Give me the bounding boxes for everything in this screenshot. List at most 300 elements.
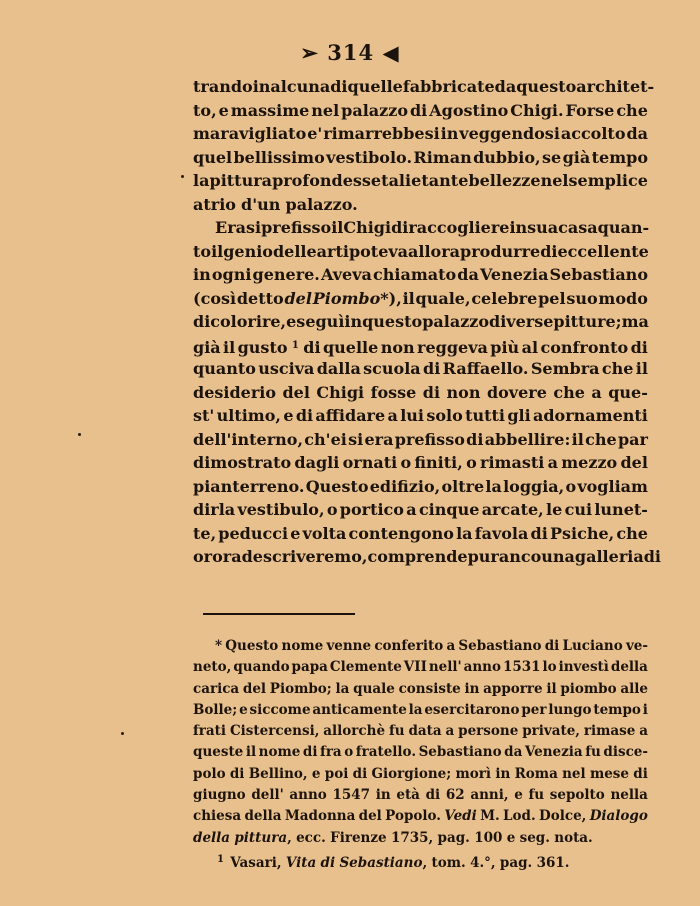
body-line: [193, 122, 648, 146]
word: di: [423, 359, 441, 378]
word: fosse: [370, 382, 417, 402]
body-line: [193, 381, 648, 405]
word: fu: [585, 744, 601, 761]
word: di: [530, 523, 548, 543]
word: produrre: [460, 241, 541, 261]
word: VII: [403, 659, 427, 676]
word: bellezze: [468, 171, 541, 190]
word: rimarrebbesi: [323, 124, 440, 143]
word: a: [387, 406, 398, 425]
word: chiamato: [373, 265, 457, 284]
word: (così: [193, 288, 237, 308]
word: adornamenti: [532, 406, 648, 425]
word: vestibulo,: [237, 500, 325, 519]
word: cui: [564, 500, 593, 519]
word: Sembra: [530, 359, 600, 378]
word: Psiche,: [549, 523, 615, 543]
word: non: [380, 337, 415, 357]
word: frati: [193, 723, 227, 740]
word: dalla: [316, 359, 361, 378]
word: quan-: [597, 218, 650, 237]
word: il: [402, 288, 415, 308]
word: quanto: [193, 359, 256, 378]
word: più: [490, 337, 520, 357]
word: Roma: [514, 765, 558, 782]
word: Venezia: [479, 265, 549, 284]
word: di: [643, 547, 661, 566]
word: Vita: [285, 854, 317, 871]
word: 1531: [502, 659, 541, 676]
body-line: [193, 169, 648, 193]
body-line: [193, 522, 648, 546]
word: Agostino: [429, 100, 509, 120]
footnote-line: [193, 849, 648, 870]
word: Lod.: [503, 808, 536, 825]
word: di: [330, 77, 348, 96]
word: atrio: [193, 194, 236, 214]
word: Questo: [225, 638, 279, 654]
word: comprende: [367, 547, 468, 566]
word: 1: [291, 339, 299, 351]
word: e': [307, 124, 323, 143]
word: in: [509, 218, 528, 237]
word: pag.: [499, 854, 533, 871]
word: d'un: [241, 194, 281, 214]
word: Popolo.: [385, 808, 441, 825]
word: di: [409, 100, 428, 120]
word: gli: [507, 406, 531, 425]
word: nel: [311, 100, 340, 120]
word: profondesse: [272, 171, 382, 190]
word: anco: [498, 547, 542, 566]
word: e: [514, 787, 523, 804]
body-line: [193, 357, 648, 381]
footnote-line: [193, 700, 648, 721]
word: colorire,: [210, 312, 287, 331]
word: pel: [538, 288, 566, 308]
word: ch'ei: [304, 429, 347, 449]
word: neto,: [193, 659, 232, 676]
word: che: [585, 429, 617, 449]
word: la: [193, 171, 210, 190]
word: del: [282, 382, 310, 402]
word: della: [244, 808, 282, 825]
word: tutti: [465, 406, 505, 425]
word: Dialogo: [589, 808, 648, 825]
word: descriveremo,: [241, 547, 368, 566]
body-line: [193, 334, 648, 358]
word: a: [591, 382, 602, 402]
word: tali: [381, 171, 412, 190]
word: la: [408, 701, 423, 718]
word: abbellire:: [484, 429, 571, 449]
word: confronto: [540, 337, 629, 357]
word: lunet-: [594, 500, 648, 519]
word: ultimo,: [216, 406, 281, 425]
word: in: [344, 312, 363, 331]
word: Firenze: [330, 829, 387, 846]
word: cinque: [418, 500, 480, 519]
word: anni,: [470, 787, 509, 804]
word: palazzo: [422, 312, 490, 331]
word: suo: [566, 288, 598, 308]
word: di: [422, 382, 441, 402]
footnotes: [193, 636, 648, 870]
body-line: [193, 99, 648, 123]
word: queste: [193, 744, 244, 761]
word: di: [630, 337, 648, 357]
body-line: [193, 193, 648, 217]
word: pianterreno.: [193, 476, 305, 496]
body-line: [193, 287, 648, 311]
body-line: [193, 75, 655, 99]
word: alle: [620, 680, 648, 697]
word: 1735,: [390, 829, 434, 846]
word: allorchè: [323, 723, 386, 740]
word: allora: [408, 241, 461, 261]
word: fu: [528, 787, 545, 804]
word: que-: [608, 382, 648, 402]
word: bellissimo: [233, 147, 325, 167]
word: o: [344, 744, 354, 761]
word: celebre: [471, 288, 538, 308]
page-number: [0, 40, 700, 65]
word: architet-: [576, 77, 655, 96]
main-text: [193, 75, 661, 569]
margin-speck: [181, 175, 184, 178]
word: Questo: [305, 476, 369, 496]
word: Dolce,: [539, 808, 587, 825]
word: a: [547, 453, 558, 472]
word: st': [193, 406, 215, 425]
word: Luciano: [562, 638, 623, 654]
word: reggeva: [417, 337, 488, 357]
word: di: [633, 765, 648, 782]
word: e: [218, 100, 229, 120]
word: di: [391, 218, 409, 237]
word: di: [229, 765, 245, 782]
word: Sebastiano: [458, 638, 542, 654]
word: diverse: [489, 312, 554, 331]
word: della: [610, 659, 648, 676]
word: a: [445, 723, 455, 740]
word: di: [425, 787, 441, 804]
footnote-divider: [203, 613, 355, 615]
word: il: [546, 680, 557, 697]
word: che: [601, 359, 634, 378]
word: per: [521, 701, 547, 718]
word: Chigi.: [510, 100, 564, 120]
footnote-line: [193, 828, 648, 849]
word: peducci: [218, 523, 289, 543]
word: 1547: [332, 787, 371, 804]
word: in: [495, 765, 511, 782]
word: quel: [193, 147, 233, 167]
word: a: [446, 638, 456, 654]
word: nell': [428, 659, 462, 676]
word: nel: [540, 171, 569, 190]
word: nella: [610, 787, 648, 804]
word: casa: [558, 218, 598, 237]
word: dell': [251, 787, 284, 804]
word: piombo: [560, 680, 617, 697]
word: ecc.: [296, 829, 326, 846]
word: al: [521, 337, 539, 357]
word: non: [446, 382, 481, 402]
word: te,: [193, 523, 217, 543]
word: apporre: [483, 680, 543, 697]
body-line: [193, 310, 648, 334]
word: da: [626, 124, 648, 143]
word: in: [252, 77, 271, 96]
word: Vedi: [444, 808, 477, 825]
word: Venezia: [524, 744, 583, 761]
word: nome: [258, 744, 301, 761]
word: ve-: [625, 638, 648, 654]
word: o: [400, 453, 412, 472]
word: contengono: [348, 523, 454, 543]
word: di: [303, 337, 321, 357]
word: il: [245, 744, 257, 761]
word: consiste: [398, 680, 461, 697]
word: del: [242, 680, 267, 697]
footnote-line: [193, 742, 648, 763]
word: modo: [598, 288, 648, 308]
word: par: [617, 429, 648, 449]
word: Raffaello.: [442, 359, 529, 378]
word: poteva: [348, 241, 409, 261]
word: questo: [516, 77, 577, 96]
word: data: [408, 723, 442, 740]
word: edifizio,: [369, 476, 441, 496]
word: to: [193, 241, 212, 261]
word: delle: [272, 241, 317, 261]
word: vestibolo.: [326, 147, 413, 167]
footnote-line: [193, 785, 648, 806]
word: a: [639, 723, 648, 740]
word: Clemente: [329, 659, 402, 676]
word: affidare: [315, 406, 386, 425]
word: o: [326, 500, 338, 519]
body-line: [193, 240, 648, 264]
word: che: [616, 100, 648, 120]
word: scuola: [363, 359, 421, 378]
word: e: [283, 406, 294, 425]
word: pag.: [437, 829, 470, 846]
word: anticamente: [312, 701, 407, 718]
word: or: [193, 547, 213, 566]
word: una: [541, 547, 575, 566]
word: tempo: [593, 701, 641, 718]
word: Sebastiano: [549, 265, 648, 284]
word: trando: [193, 77, 253, 96]
footnote-line: [193, 657, 648, 678]
word: da: [494, 77, 517, 96]
word: anno: [463, 659, 501, 676]
word: sua: [527, 218, 559, 237]
word: Bolle;: [193, 701, 238, 718]
word: se: [542, 147, 562, 167]
word: 4.°,: [470, 854, 496, 871]
word: 62: [445, 787, 465, 804]
word: conferito: [374, 638, 444, 654]
word: volta: [302, 523, 347, 543]
word: da: [504, 744, 523, 761]
word: rimase: [583, 723, 636, 740]
word: che: [616, 523, 648, 543]
word: massime: [230, 100, 310, 120]
word: siccome: [249, 701, 311, 718]
word: Sebastiano,: [339, 854, 428, 871]
word: o: [565, 476, 577, 496]
word: dimostrato: [193, 453, 292, 472]
word: lui: [400, 406, 424, 425]
word: il: [223, 337, 236, 357]
word: tom.: [431, 854, 466, 871]
word: sepolto: [549, 787, 605, 804]
footnote-line: [193, 764, 648, 785]
body-line: [193, 428, 648, 452]
word: polo: [193, 765, 226, 782]
word: accolto: [560, 124, 626, 143]
word: le: [546, 500, 563, 519]
word: in: [440, 124, 459, 143]
word: solo: [426, 406, 463, 425]
word: quelle: [322, 337, 379, 357]
word: in: [375, 787, 391, 804]
word: pittura,: [234, 829, 292, 846]
word: oltre: [441, 476, 485, 496]
body-line: [193, 475, 648, 499]
word: portico: [339, 500, 404, 519]
word: del: [358, 808, 382, 825]
word: Bellino,: [248, 765, 308, 782]
word: Piombo;: [269, 680, 332, 697]
word: investì: [558, 659, 609, 676]
word: vogliam: [577, 476, 648, 496]
body-line: [193, 146, 648, 170]
word: 361.: [536, 854, 570, 871]
word: del: [284, 288, 312, 308]
word: M.: [480, 808, 500, 825]
word: e: [311, 765, 321, 782]
word: seg.: [519, 829, 550, 846]
word: a: [406, 500, 417, 519]
word: anno: [289, 787, 327, 804]
body-line: [193, 216, 648, 240]
word: di: [295, 406, 314, 425]
word: chiesa: [193, 808, 242, 825]
word: la: [485, 476, 502, 496]
word: giugno: [193, 787, 246, 804]
word: e: [506, 829, 516, 846]
word: Chigi: [316, 382, 365, 402]
word: ogni: [211, 265, 252, 284]
word: pur: [467, 547, 499, 566]
word: Chigi: [343, 218, 392, 237]
word: mezzo: [561, 453, 618, 472]
margin-speck: [121, 732, 124, 735]
word: che: [553, 382, 585, 402]
word: dirla: [193, 500, 236, 519]
word: Sebastiano: [418, 744, 502, 761]
word: il: [635, 359, 648, 378]
word: Vasari,: [230, 854, 282, 871]
word: questo: [362, 312, 423, 331]
word: 100: [474, 829, 503, 846]
word: Erasi: [215, 218, 262, 237]
word: di: [540, 241, 558, 261]
word: era: [364, 429, 394, 449]
word: venne: [326, 638, 372, 654]
word: nome: [281, 638, 324, 654]
word: Giorgione;: [371, 765, 452, 782]
body-line: [193, 404, 648, 428]
word: già: [193, 337, 221, 357]
word: semplice: [568, 171, 648, 190]
word: morì: [455, 765, 492, 782]
word: di: [466, 429, 484, 449]
word: dubbio,: [473, 147, 541, 167]
word: e: [290, 523, 301, 543]
word: mese: [589, 765, 630, 782]
word: carica: [193, 680, 240, 697]
word: quelle: [347, 77, 403, 96]
word: quando: [233, 659, 290, 676]
word: da: [457, 265, 479, 284]
word: fratello.: [355, 744, 417, 761]
word: to,: [193, 100, 217, 120]
word: tante: [421, 171, 469, 190]
word: genio: [223, 241, 273, 261]
word: usciva: [258, 359, 315, 378]
word: e: [239, 701, 248, 718]
word: i: [642, 701, 648, 718]
word: Forse: [565, 100, 615, 120]
word: genere.: [252, 265, 320, 284]
word: pitture;: [553, 312, 622, 331]
word: persone: [458, 723, 519, 740]
word: fu: [388, 723, 405, 740]
word: nel: [562, 765, 586, 782]
word: private,: [522, 723, 580, 740]
word: palazzo: [341, 100, 408, 120]
word: ornati: [342, 453, 398, 472]
word: pittura: [209, 171, 272, 190]
word: eseguì: [286, 312, 345, 331]
body-line: [193, 451, 648, 475]
word: fra: [320, 744, 342, 761]
word: nota.: [554, 829, 593, 846]
word: arti: [316, 241, 349, 261]
word: desiderio: [193, 382, 276, 402]
ornament-left-icon: ➢: [300, 40, 319, 65]
word: del: [620, 453, 648, 472]
word: Cistercensi,: [229, 723, 320, 740]
word: di: [320, 854, 336, 871]
word: di: [544, 638, 560, 654]
word: dagli: [294, 453, 340, 472]
body-line: [193, 498, 648, 522]
word: prefisso: [394, 429, 465, 449]
word: gusto: [237, 337, 288, 357]
word: poi: [324, 765, 349, 782]
page-number-value: 314: [327, 40, 375, 65]
word: della: [193, 829, 231, 846]
word: già: [562, 147, 591, 167]
word: il: [571, 429, 584, 449]
word: 1: [217, 853, 224, 865]
